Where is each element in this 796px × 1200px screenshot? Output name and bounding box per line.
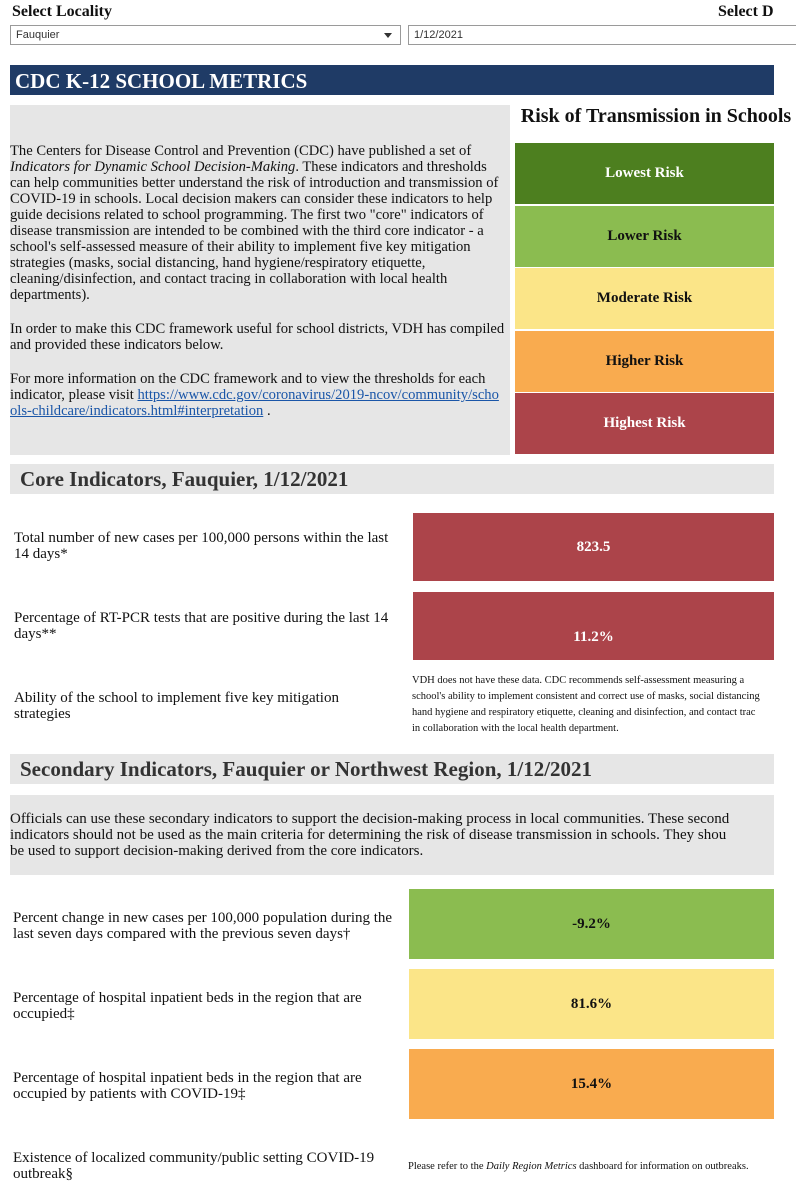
secondary-indicator-4-label: Existence of localized community/public setting COVID-19 outbreak§ — [13, 1150, 375, 1182]
date-filter-label: Select D — [718, 3, 774, 20]
secondary-indicator-3-label: Percentage of hospital inpatient beds in the region that are occupied by patients with COVID-19‡ — [13, 1070, 362, 1102]
note-line: hand hygiene and respiratory etiquette, cleaning and disinfection, and contact trac — [412, 707, 756, 718]
chevron-down-icon — [384, 33, 392, 38]
legend-item-moderate-risk: Moderate Risk — [515, 268, 774, 329]
note-line: in collaboration with the local health department. — [412, 723, 619, 734]
legend-item-higher-risk: Higher Risk — [515, 331, 774, 392]
secondary-indicator-2-label: Percentage of hospital inpatient beds in the region that are occupied‡ — [13, 990, 362, 1022]
date-dropdown-value: 1/12/2021 — [414, 29, 463, 41]
secondary-indicators-header: Secondary Indicators, Fauquier or Northwest Region, 1/12/2021 — [10, 754, 774, 784]
legend-item-lower-risk: Lower Risk — [515, 206, 774, 267]
core-indicator-3-note — [412, 673, 774, 737]
note-line: VDH does not have these data. CDC recommends self-assessment measuring a — [412, 675, 745, 686]
core-indicators-header: Core Indicators, Fauquier, 1/12/2021 — [10, 464, 774, 494]
core-indicator-2-label: Percentage of RT-PCR tests that are positive during the last 14 days** — [14, 610, 389, 642]
core-indicator-1-value-text: 823.5 — [576, 538, 611, 555]
date-dropdown[interactable] — [408, 25, 796, 45]
intro-panel — [10, 105, 510, 455]
core-indicator-1-value — [413, 513, 774, 581]
secondary-indicator-1-label: Percent change in new cases per 100,000 population during the last seven days compared with the previous seven days† — [13, 910, 393, 942]
note-line: school's ability to implement consistent and correct use of masks, social distancing — [412, 691, 760, 702]
intro-paragraph-3: For more information on the CDC framework and to view the thresholds for each indicator, please visit https://www.cdc.gov/coronavirus/2019-ncov/community/schools-childcare/indicators.html#interpretation . — [10, 371, 499, 419]
page-banner: CDC K-12 SCHOOL METRICS — [10, 65, 774, 95]
core-indicator-2-value — [413, 592, 774, 660]
secondary-intro-line: Officials can use these secondary indicators to support the decision-making process in local communities. These second — [10, 811, 730, 827]
locality-filter-label: Select Locality — [12, 3, 112, 20]
core-indicator-1-label: Total number of new cases per 100,000 persons within the last 14 days* — [14, 530, 389, 562]
cdc-indicators-link[interactable]: https://www.cdc.gov/coronavirus/2019-ncov/community/schools-childcare/indicators.html#interpretation — [10, 387, 499, 419]
risk-legend — [515, 143, 774, 456]
legend-item-lowest-risk: Lowest Risk — [515, 143, 774, 204]
secondary-indicator-3-value-text: 15.4% — [570, 1075, 613, 1092]
secondary-indicator-3-value — [409, 1049, 774, 1119]
secondary-indicator-2-value-text: 81.6% — [570, 995, 613, 1012]
intro-paragraph-1: The Centers for Disease Control and Prevention (CDC) have published a set of Indicators for Dynamic School Decision-Making. These indicators and thresholds can help communities better understand the risk of introduction and transmission of COVID-19 in schools. Local decision makers can consider these indicators to help guide decisions related to school programming. The first two "core" indicators of disease transmission are intended to be combined with the third core indicator - a school's self-assessed measure of their ability to implement five key mitigation strategies (masks, social distancing, hand hygiene/respiratory etiquette, cleaning/disinfection, and contact tracing in collaboration with local health departments). — [10, 143, 499, 303]
secondary-intro — [10, 795, 774, 875]
legend-title: Risk of Transmission in Schools — [520, 105, 792, 127]
secondary-indicator-1-value-text: -9.2% — [572, 915, 611, 932]
locality-dropdown[interactable] — [10, 25, 401, 45]
core-indicator-3-label: Ability of the school to implement five key mitigation strategies — [14, 690, 339, 722]
legend-item-highest-risk: Highest Risk — [515, 393, 774, 454]
secondary-intro-line: indicators should not be used as the main criteria for determining the risk of disease transmission in schools. They shou — [10, 827, 727, 843]
secondary-indicator-4-note: Please refer to the Daily Region Metrics dashboard for information on outbreaks. — [408, 1161, 749, 1172]
secondary-indicator-1-value — [409, 889, 774, 959]
secondary-indicator-2-value — [409, 969, 774, 1039]
intro-paragraph-2: In order to make this CDC framework useful for school districts, VDH has compiled and provided these indicators below. — [10, 321, 505, 353]
secondary-intro-line: be used to support decision-making derived from the core indicators. — [10, 843, 424, 859]
core-indicator-2-value-text: 11.2% — [573, 628, 614, 645]
locality-dropdown-value: Fauquier — [16, 29, 60, 41]
